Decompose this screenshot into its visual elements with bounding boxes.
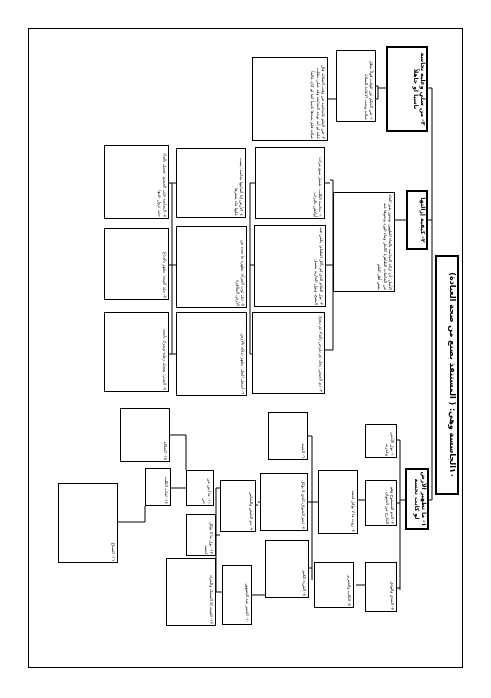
- branch-3-item-7: ٧- لحم الحيوان الذي لا يؤكل: [260, 473, 308, 531]
- branch-2-item-4: ٣- دم الحيض: يحك ثم يقرص بالماء ثم ينضح: [252, 312, 325, 394]
- main-title: ١٠الجاسسة وهي: ( المستنفذ بصنع من صحة العبادة): [448, 272, 457, 478]
- branch-2-heading-box: [406, 190, 428, 250]
- branch-3-heading: ١- ما تطهير الأرض لو كانت نجسة: [413, 471, 427, 527]
- branch-3-item-1: ١- بول الآدمي وعذرته: [365, 424, 397, 458]
- branch-3-item-5: ٥- الكلب والخنزير: [314, 562, 354, 608]
- branch-2-item-2: ١- نجاسة الكلب: تغسل سبع مرات أولاهن بالتراب: [255, 147, 325, 219]
- branch-3-item-14: ١٤- لعاب الكلب: [145, 468, 171, 506]
- branch-3-item-12: ١٢- بول ما لا يؤكل لحمه: [186, 514, 216, 556]
- branch-3-item-6: ٦- الميتة: [268, 412, 308, 460]
- branch-3-item-3: ٣- المذي والودي: [365, 562, 397, 612]
- branch-1-item-1: ١- في الحكم عن الوقت قولاً تبطل صلاته ويجب الاعادة للصلاة: [336, 50, 376, 122]
- branch-2-heading: ٢- كيفية إزالتها: [419, 197, 426, 243]
- branch-3-item-11: ١١- ما أبين من حي: [186, 470, 214, 506]
- branch-2-item-3: ٢- بول الغلام الذي لم يأكل الطعام: يكفي فيه النضح، وبول الجارية يغسل: [254, 225, 326, 307]
- branch-2-item-5: ٤- الأرض إذا أصابتها نجاسة: يصب عليها ماء يغمرها: [176, 148, 246, 218]
- branch-2-item-10: ٩- المني: يغسل رطبه ويفرك يابسه: [104, 312, 169, 392]
- branch-3-item-13: ١٣- الميتة إلا السمك والجراد: [166, 558, 216, 626]
- branch-3-heading-box: [405, 468, 429, 530]
- branch-3-item-10: ١٠- الخمر عند الجمهور: [222, 565, 252, 625]
- branch-3-item-16: ١٦- السباع: [58, 483, 118, 563]
- branch-3-item-15: ١٥- الجلالة: [120, 408, 170, 462]
- branch-2-item-1: الأصل: أن ازالة النجاسة بالماء الطهور، ويجوز بغير الماء من المائعات الطاهرة كالخل وماء الورد ونحوها عند بعض أهل العلم: [333, 192, 395, 292]
- branch-1-heading-box: [386, 46, 428, 132]
- main-title-box: [435, 255, 459, 495]
- branch-2-item-9: ٨- جلد الميتة: يطهر بالدباغ: [104, 228, 169, 300]
- branch-2-item-8: ٧- النجاسة على الجسم: تغسل بالماء حتى تزول عينها: [104, 145, 169, 219]
- branch-3-item-8: ٨- القيء الكثير: [265, 540, 309, 598]
- branch-3-item-4: ٤- روث ما لا يؤكل لحمه: [318, 470, 358, 534]
- branch-3-item-2: ٢- الدم المسفوح وهو الخارج من الحيوان: [365, 480, 397, 526]
- branch-2-item-6: ٥- ذيل ثوب المرأة: يطهره ما بعده من الأرض الطاهرة: [176, 226, 247, 308]
- branch-1-item-2: ٢- في العلم بالنجاسة في وقت الصلاة، قال عليه لو أنه توجه النجاسة وقد صلى بطلت صلاته فلم يعيدها ناسياً كما لو كان عالماً: [252, 57, 328, 141]
- branch-2-item-7: ٦- أسفل النعل: يطهر بدلكه بالأرض: [176, 312, 247, 396]
- branch-3-item-9: ٩- دم الحيض والنفاس: [220, 480, 256, 532]
- branch-1-heading: ٣- من صلى وعليه نجاسة ناسياً او جاهلاً: [412, 52, 426, 126]
